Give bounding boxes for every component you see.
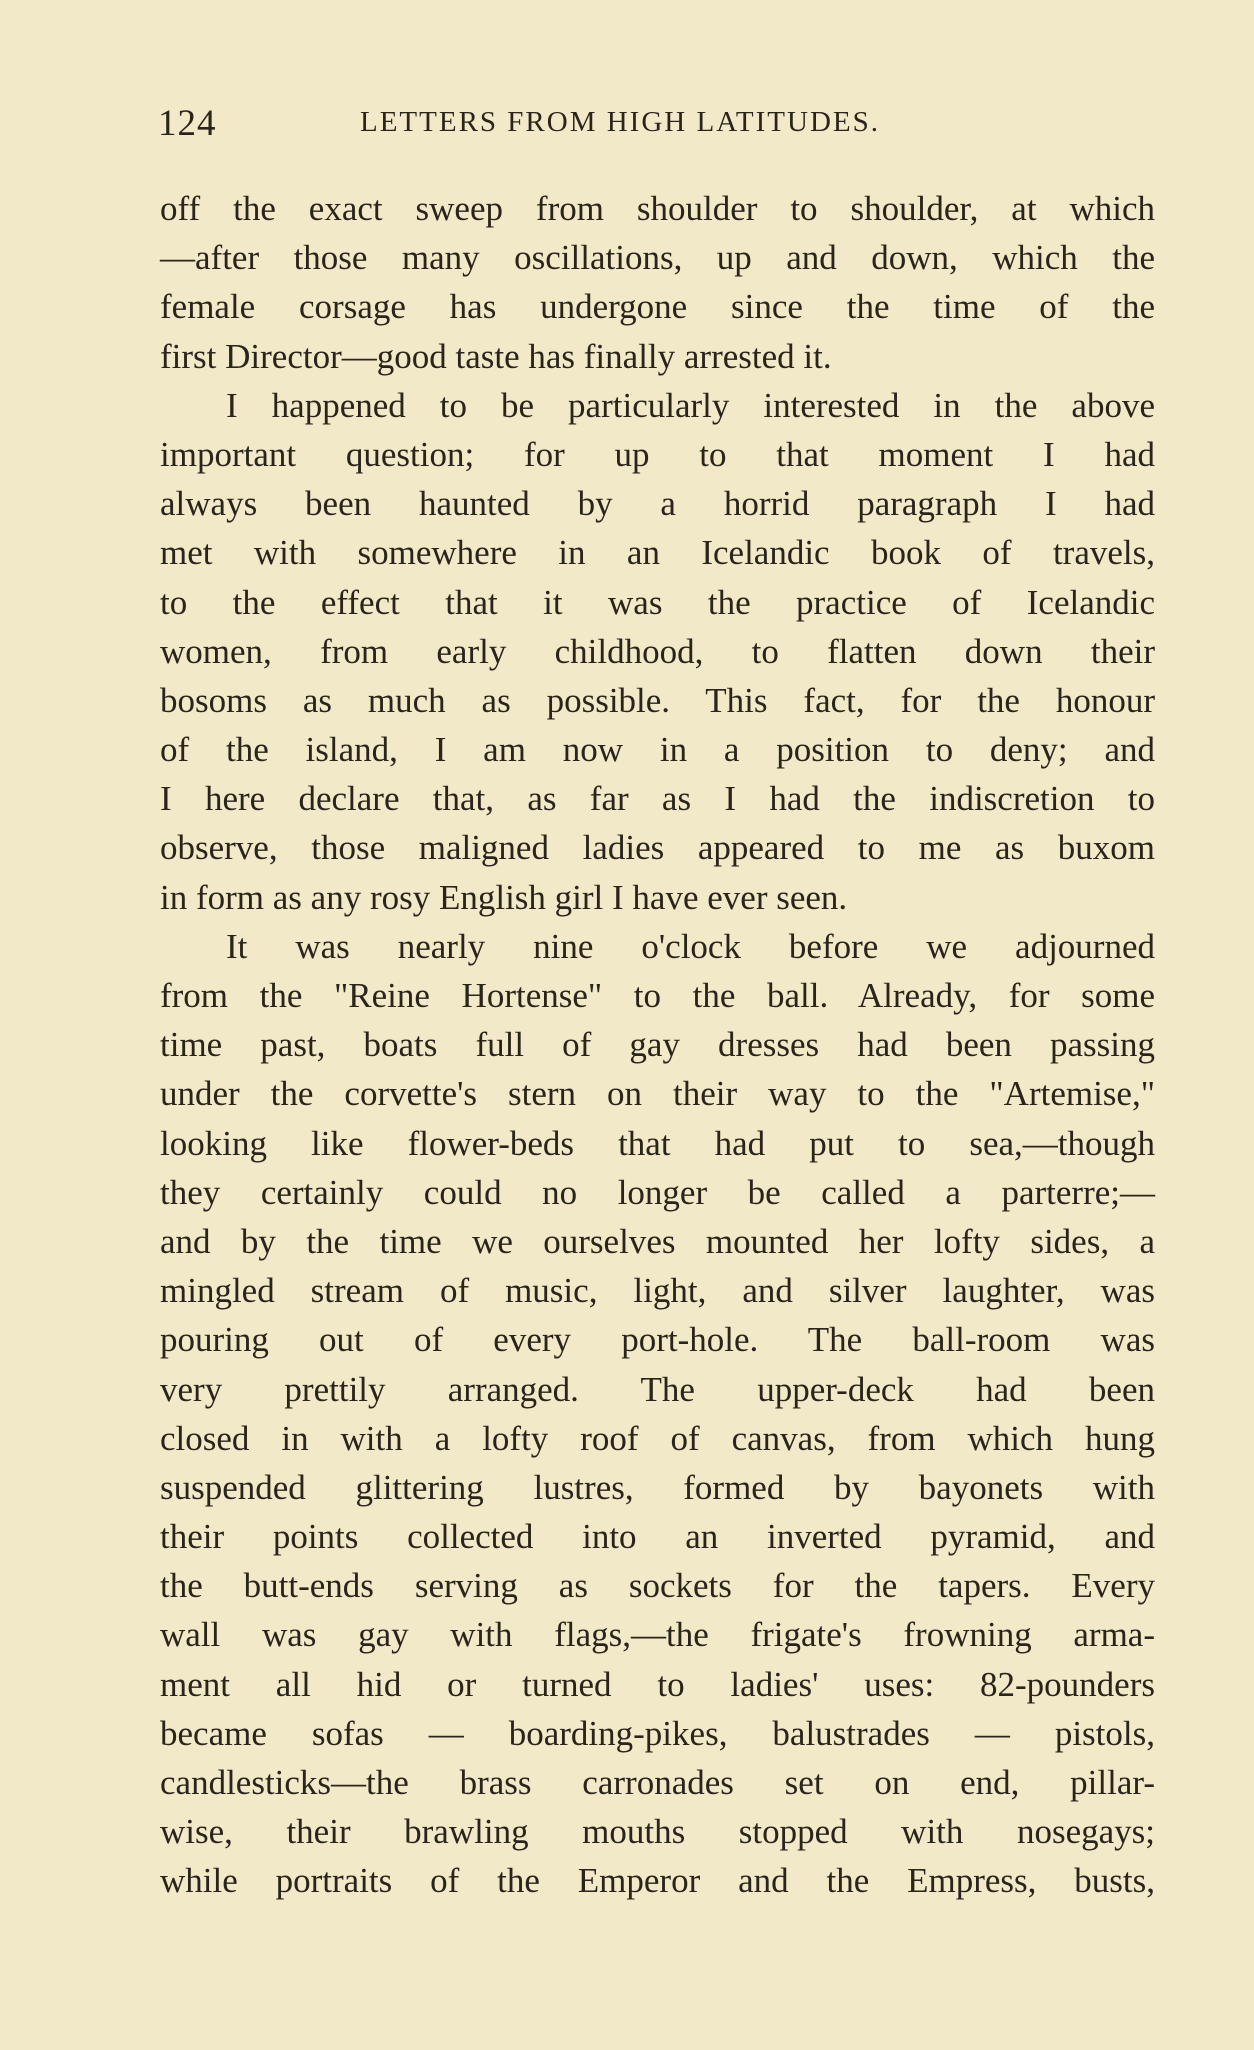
text-line: mingled stream of music, light, and silver laughter, was — [160, 1271, 1155, 1311]
running-head: LETTERS FROM HIGH LATITUDES. — [360, 106, 880, 138]
text-line: —after those many oscillations, up and down, which the — [160, 238, 1155, 278]
page-number: 124 — [158, 103, 217, 144]
text-line: candlesticks—the brass carronades set on end, pillar- — [160, 1763, 1155, 1802]
text-line: closed in with a lofty roof of canvas, from which hung — [160, 1418, 1155, 1458]
text-line: they certainly could no longer be called a parterre;— — [160, 1172, 1155, 1212]
text-line: of the island, I am now in a position to deny; and — [160, 730, 1155, 770]
text-line: time past, boats full of gay dresses had been passing — [160, 1025, 1155, 1065]
text-line: under the corvette's stern on their way to the "Artemise," — [160, 1074, 1155, 1114]
text-line: pouring out of every port-hole. The ball-room was — [160, 1320, 1155, 1360]
text-line: met with somewhere in an Icelandic book of travels, — [160, 533, 1155, 573]
body-text — [160, 184, 1155, 1906]
text-line: off the exact sweep from shoulder to shoulder, at which — [160, 189, 1155, 228]
text-line: female corsage has undergone since the time of the — [160, 287, 1155, 327]
text-line: It was nearly nine o'clock before we adjourned — [226, 926, 1155, 966]
text-line: in form as any rosy English girl I have ever seen. — [160, 877, 848, 917]
text-line: and by the time we ourselves mounted her lofty sides, a — [160, 1221, 1155, 1261]
text-line: suspended glittering lustres, formed by bayonets with — [160, 1467, 1155, 1507]
text-line: important question; for up to that moment I had — [160, 434, 1155, 474]
text-line: I here declare that, as far as I had the indiscretion to — [160, 779, 1155, 819]
text-line: I happened to be particularly interested in the above — [226, 385, 1155, 425]
text-line: looking like flower-beds that had put to sea,—though — [160, 1123, 1155, 1163]
text-line: first Director—good taste has finally arrested it. — [160, 336, 832, 376]
text-line: ment all hid or turned to ladies' uses: 82-pounders — [160, 1664, 1155, 1704]
text-line: observe, those maligned ladies appeared to me as buxom — [160, 828, 1155, 868]
text-line: the butt-ends serving as sockets for the tapers. Every — [160, 1566, 1155, 1606]
text-line: women, from early childhood, to flatten down their — [160, 631, 1155, 671]
text-line: wise, their brawling mouths stopped with nosegays; — [160, 1812, 1155, 1852]
text-line: wall was gay with flags,—the frigate's frowning arma- — [160, 1615, 1155, 1655]
text-line: to the effect that it was the practice of Icelandic — [160, 582, 1155, 622]
page-header — [158, 102, 1158, 146]
text-line: always been haunted by a horrid paragraph I had — [160, 484, 1155, 524]
text-line: from the "Reine Hortense" to the ball. Already, for some — [160, 976, 1155, 1015]
text-line: became sofas — boarding-pikes, balustrades — pistols, — [160, 1713, 1155, 1753]
text-line: bosoms as much as possible. This fact, for the honour — [160, 680, 1155, 720]
text-line: while portraits of the Emperor and the Empress, busts, — [160, 1861, 1155, 1901]
text-line: very prettily arranged. The upper-deck had been — [160, 1369, 1155, 1409]
text-line: their points collected into an inverted pyramid, and — [160, 1517, 1155, 1557]
